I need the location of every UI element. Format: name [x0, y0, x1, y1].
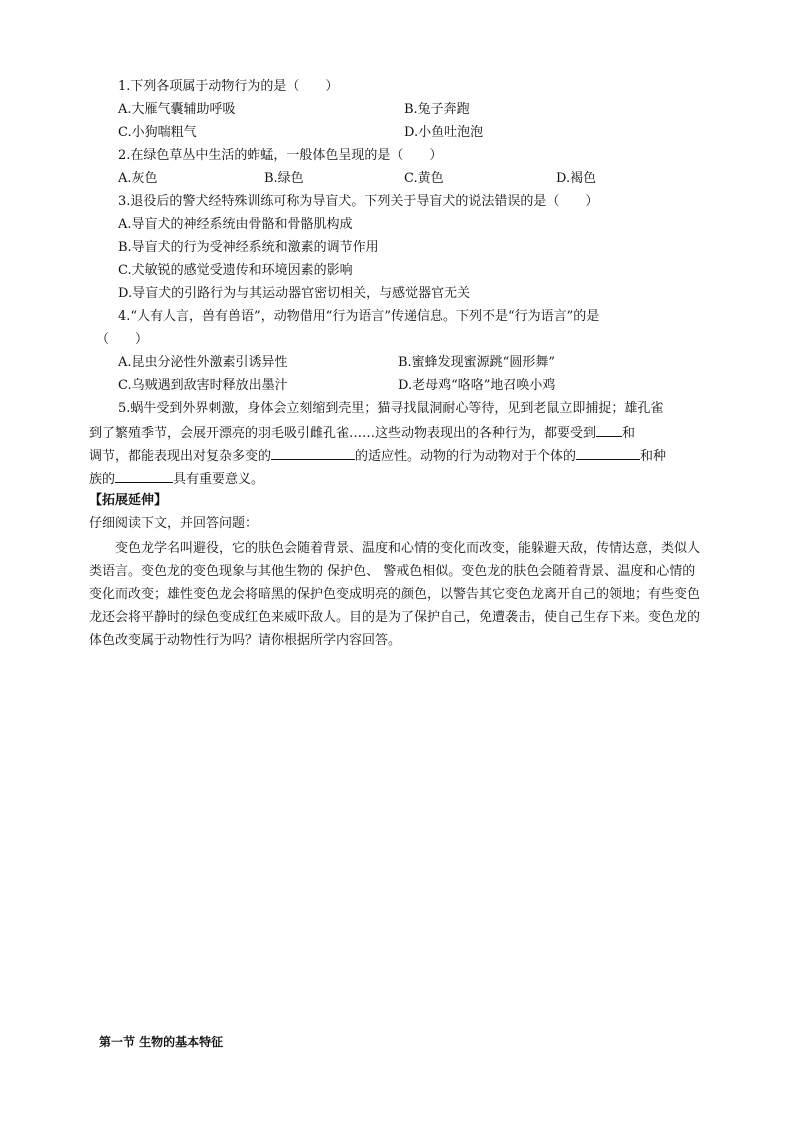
- q1-option-d: D.小鱼吐泡泡: [404, 125, 484, 140]
- extension-passage: 变色龙学名叫避役，它的肤色会随着背景、温度和心情的变化而改变，能躲避天敌，传情达意，类似人类语言。变色龙的变色现象与其他生物的 保护色、 警戒色相似。变色龙的肤色会随着背景、温度和心情的变化而改变；雄性变色龙会将暗黑的保护色变成明亮的颜色，以警告其它变色龙离开自己的领地；有些变色龙还会将平静时的绿色变成红色来威吓敌人。目的是为了保护自己，免遭袭击，使自己生存下来。变色龙的体色改变属于动物性行为吗？请你根据所学内容回答。: [89, 541, 701, 648]
- q5-line4-text: 族的: [89, 472, 116, 487]
- answer-blank-4[interactable]: [115, 468, 173, 483]
- q3-option-a: A.导盲犬的神经系统由骨骼和骨骼肌构成: [118, 217, 353, 232]
- q3-option-b: B.导盲犬的行为受神经系统和激素的调节作用: [118, 240, 379, 255]
- q3-option-c: C.犬敏锐的感觉受遗传和环境因素的影响: [118, 263, 353, 278]
- q1-option-b: B.兔子奔跑: [404, 102, 470, 117]
- answer-blank-1[interactable]: [596, 422, 622, 437]
- extension-heading: 【拓展延伸】: [89, 493, 168, 508]
- q5-line4-tail: 具有重要意义。: [173, 472, 265, 487]
- q3-option-d: D.导盲犬的引路行为与其运动器官密切相关，与感觉器官无关: [118, 286, 471, 301]
- section-title: 第一节 生物的基本特征: [99, 1035, 224, 1049]
- q5-line3-text: 调节，都能表现出对复杂多变的: [89, 449, 272, 464]
- q2-option-c: C.黄色: [404, 171, 444, 186]
- q1-stem: 1.下列各项属于动物行为的是（ ）: [118, 79, 339, 94]
- q2-stem: 2.在绿色草丛中生活的蚱蜢，一般体色呈现的是（ ）: [118, 148, 443, 163]
- q4-option-b: B.蜜蜂发现蜜源跳“圆形舞”: [398, 355, 555, 370]
- q1-option-c: C.小狗喘粗气: [118, 125, 197, 140]
- q4-option-c: C.乌贼遇到敌害时释放出墨汁: [118, 378, 288, 393]
- q2-option-d: D.褐色: [556, 171, 597, 186]
- q4-stem-line1: 4.“人有人言，兽有兽语”，动物借用“行为语言”传递信息。下列不是“行为语言”的是: [118, 309, 600, 324]
- q5-line3-tail: 和种: [640, 449, 667, 464]
- q5-line3-mid: 的适应性。动物的行为动物对于个体的: [355, 449, 577, 464]
- q5-line2-text: 到了繁殖季节，会展开漂亮的羽毛吸引雌孔雀……这些动物表现出的各种行为，都要受到: [89, 426, 597, 441]
- q2-option-a: A.灰色: [118, 171, 158, 186]
- q4-option-a: A.昆虫分泌性外激素引诱异性: [118, 355, 288, 370]
- q5-line4: [89, 468, 264, 488]
- q1-option-a: A.大雁气囊辅助呼吸: [118, 102, 236, 117]
- q5-line2-tail: 和: [622, 426, 636, 441]
- q2-option-b: B.绿色: [264, 171, 304, 186]
- q5-line3: [89, 445, 666, 465]
- q5-line1: 5.蜗牛受到外界刺激，身体会立刻缩到壳里；猫寻找鼠洞耐心等待，见到老鼠立即捕捉；雄孔雀: [118, 401, 664, 416]
- q4-option-d: D.老母鸡“咯咯”地召唤小鸡: [398, 378, 556, 393]
- answer-blank-3[interactable]: [576, 445, 640, 460]
- q4-stem-line2: （ ）: [96, 332, 149, 347]
- answer-blank-2[interactable]: [271, 445, 355, 460]
- q5-line2: [89, 422, 635, 442]
- q3-stem: 3.退役后的警犬经特殊训练可称为导盲犬。下列关于导盲犬的说法错误的是（ ）: [118, 194, 599, 209]
- extension-instruction: 仔细阅读下文，并回答问题：: [89, 516, 259, 531]
